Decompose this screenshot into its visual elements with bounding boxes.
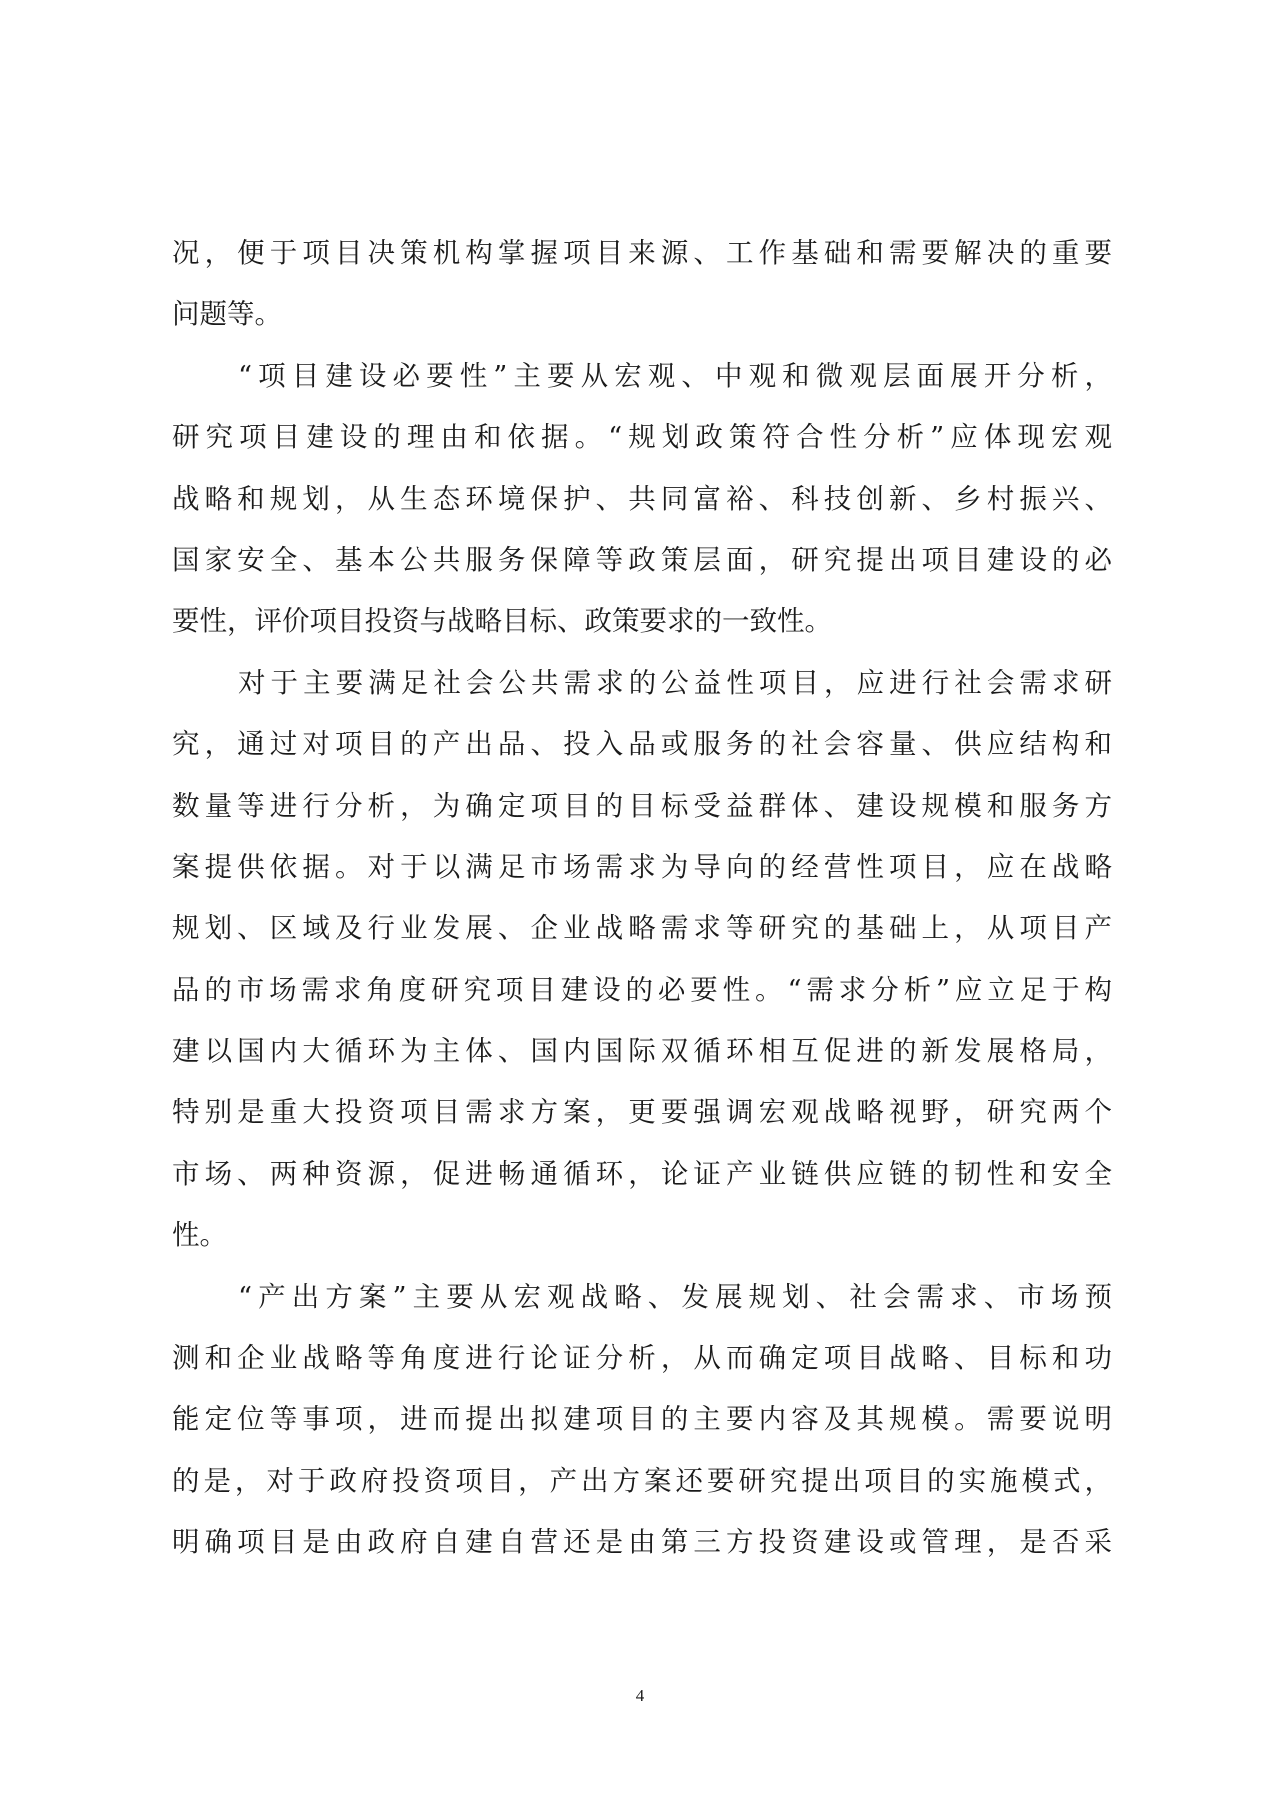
- text-line: 的是，对于政府投资项目，产出方案还要研究提出项目的实施模式，: [172, 1464, 1112, 1497]
- text-line: 品的市场需求角度研究项目建设的必要性。“需求分析”应立足于构: [172, 973, 1112, 1006]
- page-number: 4: [635, 1686, 645, 1705]
- text-line: 研究项目建设的理由和依据。“规划政策符合性分析”应体现宏观: [172, 421, 1112, 454]
- text-line: 究，通过对项目的产出品、投入品或服务的社会容量、供应结构和: [172, 728, 1112, 761]
- text-line: 规划、区域及行业发展、企业战略需求等研究的基础上，从项目产: [172, 912, 1112, 945]
- text-line: 对于主要满足社会公共需求的公益性项目，应进行社会需求研: [238, 666, 1112, 699]
- text-line: 能定位等事项，进而提出拟建项目的主要内容及其规模。需要说明: [172, 1403, 1112, 1436]
- text-line: 国家安全、基本公共服务保障等政策层面，研究提出项目建设的必: [172, 543, 1112, 576]
- text-line: 案提供依据。对于以满足市场需求为导向的经营性项目，应在战略: [172, 850, 1112, 883]
- text-line: 性。: [172, 1219, 227, 1252]
- text-line: 要性，评价项目投资与战略目标、政策要求的一致性。: [172, 605, 832, 638]
- text-line: 问题等。: [172, 298, 282, 331]
- text-line: 明确项目是由政府自建自营还是由第三方投资建设或管理，是否采: [172, 1526, 1112, 1559]
- body-text: [172, 223, 1112, 1574]
- text-line: 特别是重大投资项目需求方案，更要强调宏观战略视野，研究两个: [172, 1096, 1112, 1129]
- text-line: “项目建设必要性”主要从宏观、中观和微观层面展开分析，: [238, 359, 1112, 392]
- text-line: 测和企业战略等角度进行论证分析，从而确定项目战略、目标和功: [172, 1342, 1112, 1375]
- text-line: 建以国内大循环为主体、国内国际双循环相互促进的新发展格局，: [172, 1035, 1112, 1068]
- text-line: 战略和规划，从生态环境保护、共同富裕、科技创新、乡村振兴、: [172, 482, 1112, 515]
- text-line: “产出方案”主要从宏观战略、发展规划、社会需求、市场预: [238, 1280, 1112, 1313]
- text-line: 市场、两种资源，促进畅通循环，论证产业链供应链的韧性和安全: [172, 1157, 1112, 1190]
- text-line: 数量等进行分析，为确定项目的目标受益群体、建设规模和服务方: [172, 789, 1112, 822]
- text-line: 况，便于项目决策机构掌握项目来源、工作基础和需要解决的重要: [172, 237, 1112, 269]
